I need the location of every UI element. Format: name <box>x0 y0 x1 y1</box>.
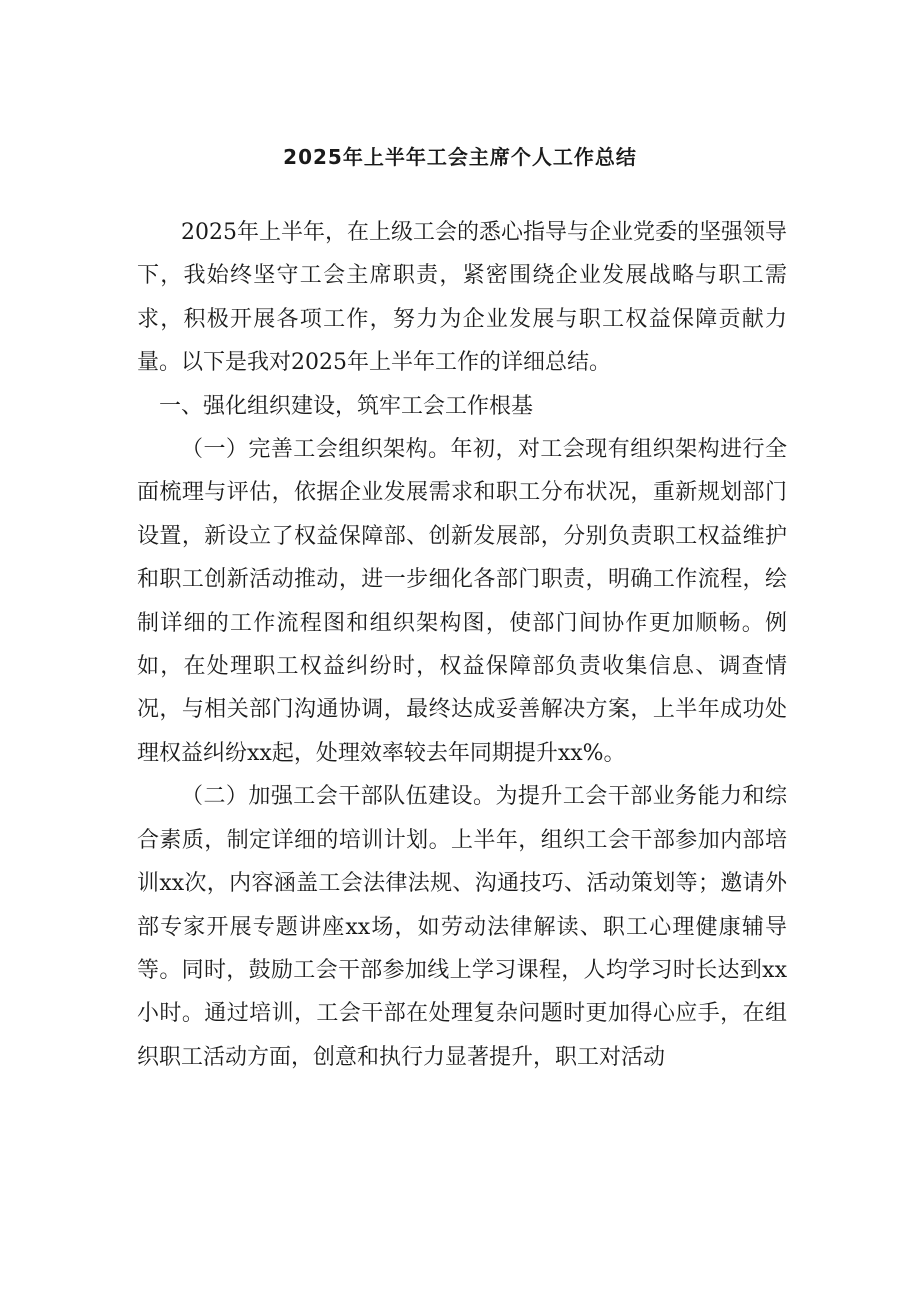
section-heading-1: 一、强化组织建设，筑牢工会工作根基 <box>159 393 534 419</box>
document-body <box>137 211 787 1079</box>
intro-paragraph: 2025年上半年，在上级工会的悉心指导与企业党委的坚强领导下，我始终坚守工会主席职责，紧密围绕企业发展战略与职工需求，积极开展各项工作，努力为企业发展与职工权益保障贡献力量。以下是我对2025年上半年工作的详细总结。 <box>137 220 787 376</box>
paragraph-cadre-team: （二）加强工会干部队伍建设。为提升工会干部业务能力和综合素质，制定详细的培训计划。上半年，组织工会干部参加内部培训xx次，内容涵盖工会法律法规、沟通技巧、活动策划等；邀请外部专家开展专题讲座xx场，如劳动法律解读、职工心理健康辅导等。同时，鼓励工会干部参加线上学习课程，人均学习时长达到xx小时。通过培训，工会干部在处理复杂问题时更加得心应手，在组织职工活动方面，创意和执行力显著提升，职工对活动 <box>137 784 787 1070</box>
paragraph-org-structure: （一）完善工会组织架构。年初，对工会现有组织架构进行全面梳理与评估，依据企业发展需求和职工分布状况，重新规划部门设置，新设立了权益保障部、创新发展部，分别负责职工权益维护和职工创新活动推动，进一步细化各部门职责，明确工作流程，绘制详细的工作流程图和组织架构图，使部门间协作更加顺畅。例如，在处理职工权益纠纷时，权益保障部负责收集信息、调查情况，与相关部门沟通协调，最终达成妥善解决方案，上半年成功处理权益纠纷xx起，处理效率较去年同期提升xx%。 <box>137 437 787 766</box>
document-title: 2025年上半年工会主席个人工作总结 <box>283 145 637 169</box>
